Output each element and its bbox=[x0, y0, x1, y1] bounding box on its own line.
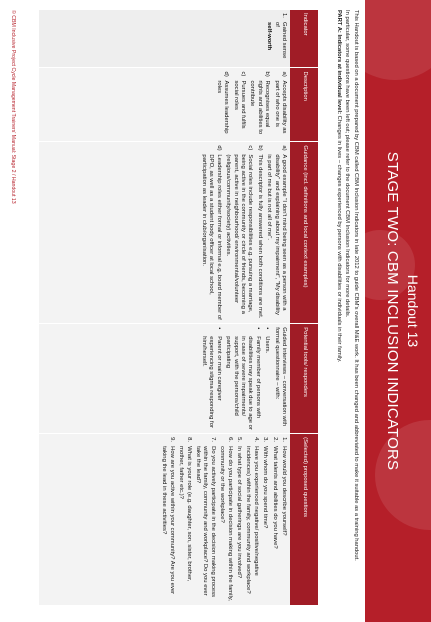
tools-cell: Guided interviews – conversation with formal questionnaire – with: • Users. • Family member of persons with disabilities may speak due to age or in case of severe impairments/ support, with the persons/child participating • Parent or main caregiver experiencing stigma responding for him/herself. bbox=[39, 324, 290, 434]
part-a-label: PART A: Indicators at individual level: bbox=[335, 10, 342, 115]
footer-text: © CBM Inclusive Project Cycle Management Trainers' Manual: Stage 2 / Handout 13 bbox=[10, 10, 16, 204]
list-item: How are you active within your community? Are you ever taking the lead in these activities? bbox=[161, 446, 175, 595]
table-header-row bbox=[290, 10, 318, 606]
list-item: In what type of social gatherings are you involved? bbox=[235, 446, 242, 579]
intro-part-a bbox=[334, 10, 342, 600]
list-item: Recognises equal rights and abilities to contribute bbox=[249, 80, 271, 135]
header-description: Description bbox=[290, 68, 318, 142]
indicator-number: 1. bbox=[281, 13, 287, 18]
list-item: Assumes leadership roles bbox=[215, 80, 230, 134]
list-item: How would you describe yourself? bbox=[281, 446, 287, 536]
list-item: Accepts disability as part of who one is bbox=[273, 80, 287, 134]
list-item: This descriptor is fully answered when both conditions are met. bbox=[256, 154, 263, 319]
indicator-line: self-worth bbox=[266, 22, 273, 51]
guidance-cell bbox=[39, 142, 290, 324]
header-questions: (Selected) proposed questions bbox=[290, 434, 318, 606]
intro-text bbox=[333, 10, 359, 600]
table-row bbox=[39, 10, 290, 606]
list-label: d) bbox=[215, 145, 222, 151]
list-label: b) bbox=[256, 145, 263, 151]
list-item: With whom do you spend time? bbox=[262, 446, 269, 529]
list-label: a) bbox=[281, 145, 287, 151]
header-indicator: Indicator bbox=[290, 10, 318, 68]
list-label: b) bbox=[264, 71, 271, 77]
intro-paragraph: In particular, some questions have been left out; please refer to the document CBM Inclusion Indicators for more details. bbox=[344, 10, 351, 318]
description-cell bbox=[39, 68, 290, 142]
list-item: Leadership roles either formal or informal e.g. board member of DPO, as well as a student body officer at local school, participation as leader in club/organisation. bbox=[200, 154, 222, 320]
list-item: What talents and abilities do you have? bbox=[271, 446, 278, 549]
header-guidance: Guidance (incl. definitions and local context examples) bbox=[290, 142, 318, 324]
list-item: Users. bbox=[264, 336, 271, 354]
indicator-line: Gained sense of bbox=[273, 22, 287, 59]
list-item: Guided interviews – conversation with formal questionnaire – with: bbox=[273, 327, 287, 427]
list-item: Do you actively participate in the decision making process within the family, community and workplace? Do you ever take the lead? bbox=[194, 446, 216, 598]
list-item: Family member of persons with disabilities may speak due to age or in case of severe impairments/ support, with the persons/child participating bbox=[225, 336, 261, 430]
stage-title: STAGE TWO: CBM INCLUSION INDICATORS bbox=[384, 151, 401, 471]
indicator-cell bbox=[39, 10, 290, 68]
intro-paragraph: This Handout is based on a document prepared by CBM called CBM Inclusion Indicators in late 2012 to guide CBM's overall M&E work. It has been changed and abbreviated to make it suitable as a training handout. bbox=[353, 10, 359, 561]
list-item: How do you participate in decision making within the family, community or the workplace? bbox=[219, 446, 233, 601]
list-label: a) bbox=[281, 71, 287, 77]
list-item: A good example "I don't mind being seen as a person with a disability" and explaining about my impairment", "My disability is part of me but is not all of me". bbox=[266, 154, 287, 315]
list-item: What is your role (e.g. daughter, son, sister, brother, mother, father etc.)? bbox=[178, 446, 192, 582]
list-item: Parent or main caregiver experiencing stigma responding for him/herself. bbox=[200, 336, 222, 428]
questions-cell: 1. How would you describe yourself? 2. What talents and abilities do you have? 3. With whom do you spend time? 4. Have you experienced negative/ positive/negative incidences) within the family, community and workplace? 5. In what type of social gatherings are you involved? 6. How do you participate in decision making within the family, community or the workplace? 7. Do you actively participate in the decision making process within the family, community and workplace? Do you ever take the lead? 8. What is your role (e.g. daughter, son, sister, brother, mother, father etc.)? 9. How are you active within your community? Are you ever taking the lead in these activities? bbox=[39, 434, 290, 606]
header-tools: Potential tools/ responders bbox=[290, 324, 318, 434]
handout-title: Handout 13 bbox=[405, 274, 421, 348]
indicator-table bbox=[39, 10, 318, 606]
list-item: Pursues and fulfils social roles bbox=[232, 80, 246, 129]
part-a-text: Changes in lives – changes experienced by persons with disabilities or individuals in their family. bbox=[335, 115, 342, 363]
list-item: Social roles include responsibilities e.g. pursuing a marriage, being active in the community or circle of friends, becoming a parent, active in neighbourhood/ environmental/volunteer (religious/community/society) activities. bbox=[225, 154, 254, 314]
list-label: d) bbox=[223, 71, 230, 77]
list-label: c) bbox=[239, 71, 246, 77]
list-label: c) bbox=[247, 145, 254, 151]
list-item: Have you experienced negative/ positive/negative incidences) within the family, community and workplace? bbox=[245, 446, 259, 594]
